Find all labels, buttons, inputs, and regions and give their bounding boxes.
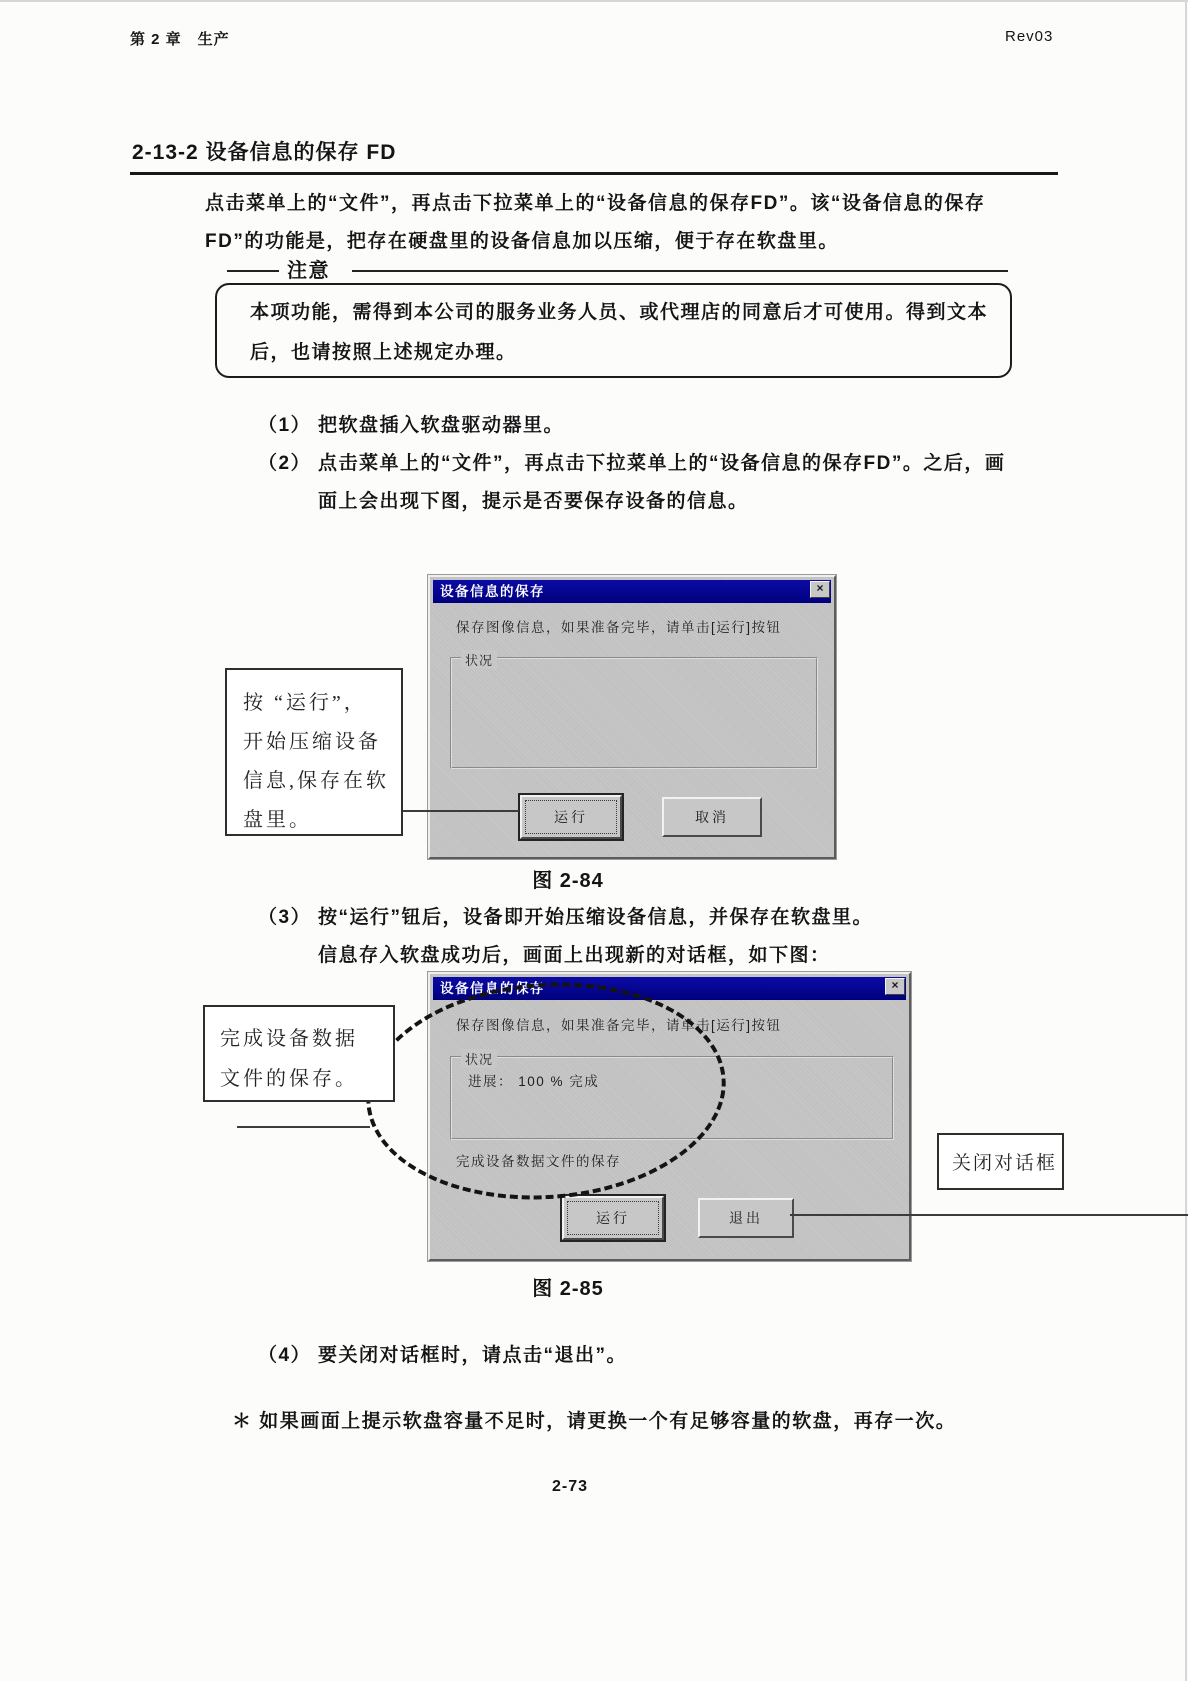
callout-save-done-line-2: 文件的保存。	[220, 1068, 358, 1090]
dialog1-title: 设备信息的保存	[440, 584, 545, 599]
step2-line-2: 面上会出现下图，提示是否要保存设备的信息。	[318, 491, 749, 512]
step4-number: （4）	[258, 1345, 312, 1366]
footnote: ＊ 如果画面上提示软盘容量不足时，请更换一个有足够容量的软盘，再存一次。	[232, 1411, 957, 1432]
step3-number: （3）	[258, 907, 312, 928]
callout-press-run-connector-line	[403, 810, 519, 812]
dialog2-title: 设备信息的保存	[440, 981, 545, 996]
run-button	[520, 795, 622, 839]
run-button-label: 运行	[554, 809, 588, 825]
callout-save-done-line-1: 完成设备数据	[220, 1028, 358, 1050]
notice-line-1: 本项功能，需得到本公司的服务业务人员、或代理店的同意后才可使用。得到文本	[250, 302, 989, 323]
close-icon: ×	[810, 581, 830, 598]
step3-line-1: 按“运行”钮后，设备即开始压缩设备信息，并保存在软盘里。	[318, 907, 874, 928]
header-revision: Rev03	[1005, 28, 1054, 45]
save-complete-status-text: 完成设备数据文件的保存	[456, 1154, 621, 1169]
callout-press-run-line-1: 按 “运行”，	[243, 692, 367, 714]
step1-text: 把软盘插入软盘驱动器里。	[318, 415, 565, 436]
dialog1-titlebar	[433, 580, 831, 603]
dialog1-message: 保存图像信息，如果准备完毕，请单击[运行]按钮	[456, 620, 782, 635]
notice-line-2: 后，也请按照上述规定办理。	[250, 342, 517, 363]
exit-button-label: 退出	[729, 1210, 763, 1226]
step4-text: 要关闭对话框时，请点击“退出”。	[318, 1345, 628, 1366]
header-chapter: 第 2 章 生产	[130, 31, 230, 48]
callout-close-dialog-label: 关闭对话框	[952, 1153, 1058, 1174]
callout-press-run-line-4: 盘里。	[243, 809, 312, 831]
page-number: 2-73	[551, 1478, 589, 1495]
figure-2-85-caption: 图 2-85	[532, 1278, 604, 1300]
notice-rule-left	[227, 270, 279, 272]
step3-line-2: 信息存入软盘成功后，画面上出现新的对话框，如下图：	[318, 945, 831, 966]
intro-line-2: FD”的功能是，把存在硬盘里的设备信息加以压缩，便于存在软盘里。	[205, 231, 839, 252]
callout-press-run	[225, 668, 403, 836]
progress-text: 进展： 100 % 完成	[468, 1074, 600, 1089]
exit-button	[698, 1198, 794, 1238]
section-title-rule	[130, 172, 1058, 175]
notice-rule-right	[352, 270, 1008, 272]
step2-number: （2）	[258, 453, 312, 474]
intro-line-1: 点击菜单上的“文件”，再点击下拉菜单上的“设备信息的保存FD”。该“设备信息的保存	[205, 193, 986, 214]
callout-press-run-line-2: 开始压缩设备	[243, 731, 381, 753]
dialog2-message: 保存图像信息，如果准备完毕，请单击[运行]按钮	[456, 1018, 782, 1033]
scan-edge-right	[1185, 0, 1187, 1681]
callout-close-dialog	[937, 1133, 1064, 1190]
step2-line-1: 点击菜单上的“文件”，再点击下拉菜单上的“设备信息的保存FD”。之后，画	[318, 453, 1006, 474]
cancel-button-label: 取消	[695, 809, 729, 825]
callout-press-run-line-3: 信息,保存在软	[243, 770, 389, 792]
notice-label: 注意	[287, 260, 330, 282]
cancel-button	[662, 797, 762, 837]
section-title: 2-13-2 设备信息的保存 FD	[132, 141, 397, 164]
dialog2-status-group-label: 状况	[461, 1049, 497, 1068]
scan-edge-top	[0, 0, 1188, 2]
step1-number: （1）	[258, 415, 312, 436]
figure-2-84-caption: 图 2-84	[532, 870, 604, 892]
save-dialog-1	[428, 575, 836, 859]
run-button	[562, 1196, 664, 1240]
close-icon: ×	[885, 978, 905, 995]
callout-save-done	[203, 1005, 395, 1102]
exit-button-connector-line	[790, 1214, 1188, 1216]
callout-save-done-connector-line	[237, 1126, 370, 1128]
dialog1-status-group-label: 状况	[461, 650, 497, 669]
run-button-label: 运行	[596, 1210, 630, 1226]
dialog1-status-groupbox	[450, 653, 818, 769]
